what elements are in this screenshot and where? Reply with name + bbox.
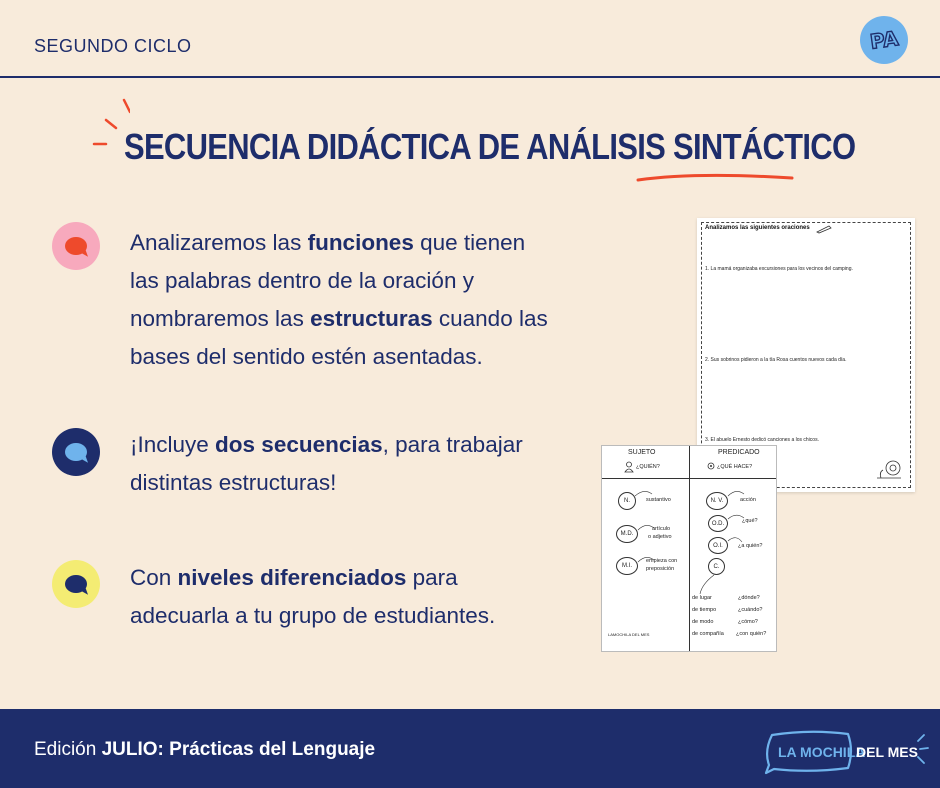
subject-header: SUJETO: [628, 449, 656, 456]
header-divider: [0, 76, 940, 78]
do-description: ¿qué?: [742, 518, 758, 524]
la-mochila-badge: [760, 727, 930, 775]
direct-modifier-circle: M.D.: [616, 525, 638, 543]
brand-logo: [860, 16, 908, 64]
pencil-icon: [815, 224, 833, 234]
complement-place-q: ¿dónde?: [738, 595, 760, 601]
sentence-1: 1. La mamá organizaba excursiones para los vecinos del camping.: [705, 266, 853, 272]
complement-time: de tiempo: [692, 607, 717, 613]
sentence-3: 3. El abuelo Ernesto dedicó canciones a los chicos.: [705, 437, 819, 443]
svg-text:PA: PA: [868, 26, 900, 54]
worksheet-title: Analizamos las siguientes oraciones: [705, 225, 810, 231]
edition-label: Edición JULIO: Prácticas del Lenguaje: [34, 739, 376, 760]
mi-description-2: preposición: [646, 566, 675, 572]
core-noun-circle: N.: [618, 492, 636, 510]
title-underline-icon: [636, 170, 796, 186]
md-description-1: artículo: [652, 526, 671, 532]
page-title: SECUENCIA DIDÁCTICA DE ANÁLISIS SINTÁCTICO: [124, 126, 856, 167]
subject-question: ¿QUIÉN?: [636, 464, 660, 470]
arrows-icon: [602, 446, 778, 653]
point-2-text: ¡Incluye dos secuencias, para trabajar distintas estructuras!: [130, 432, 523, 495]
point-1-text: Analizaremos las funciones que tienen las palabras dentro de la oración y nombraremos las estructuras cuando las bases del sentido estén asentadas.: [130, 230, 548, 369]
footer-bar: [0, 709, 940, 788]
indirect-object-circle: O.I.: [708, 537, 728, 554]
worksheet-brand: LAMOCHILA DEL MES: [608, 632, 650, 637]
indirect-modifier-circle: M.I.: [616, 557, 638, 575]
io-description: ¿a quién?: [738, 543, 763, 549]
speech-bubble-icon: [52, 428, 100, 476]
svg-text:LA MOCHILA: LA MOCHILA: [778, 744, 866, 760]
noun-description: sustantivo: [646, 497, 671, 503]
complement-manner-q: ¿cómo?: [738, 619, 758, 625]
svg-text:DEL MES: DEL MES: [856, 744, 918, 760]
complement-company: de compañía: [692, 631, 724, 637]
predicate-question: ¿QUÉ HACE?: [717, 464, 753, 470]
verb-description: acción: [740, 497, 756, 503]
logo-icon: [867, 25, 901, 55]
point-3-text: Con niveles diferenciados para adecuarla a tu grupo de estudiantes.: [130, 565, 496, 628]
complement-place: de lugar: [692, 595, 712, 601]
complement-circle: C.: [708, 558, 725, 575]
speech-bubble-icon: [52, 222, 100, 270]
complement-time-q: ¿cuándo?: [738, 607, 763, 613]
complement-company-q: ¿con quién?: [736, 631, 767, 637]
predicate-header: PREDICADO: [718, 449, 760, 456]
md-description-2: o adjetivo: [648, 534, 672, 540]
cycle-label: SEGUNDO CICLO: [34, 36, 192, 56]
sentence-2: 2. Sus sobrinos pidieron a la tía Rosa cuentos nuevos cada día.: [705, 357, 847, 363]
direct-object-circle: O.D.: [708, 515, 728, 532]
complement-manner: de modo: [692, 619, 714, 625]
speech-bubble-icon: [52, 560, 100, 608]
snail-icon: [875, 456, 905, 482]
mi-description-1: empieza con: [646, 558, 678, 564]
worksheet-preview-chart: [601, 445, 777, 652]
verb-core-circle: N. V.: [706, 492, 728, 510]
